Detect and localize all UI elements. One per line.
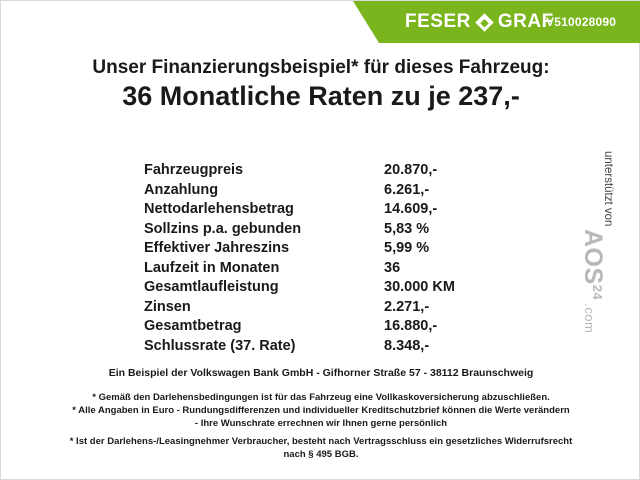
- page-subtitle: Unser Finanzierungsbeispiel* für dieses Fahrzeug:: [92, 57, 550, 78]
- supported-by-label: unterstützt von: [602, 151, 614, 227]
- row-value: 8.348,-: [384, 337, 430, 354]
- partner-logo-superscript: 24: [590, 284, 605, 301]
- footnotes: [1, 391, 640, 461]
- table-row: [144, 181, 504, 201]
- table-row: [144, 337, 504, 357]
- table-row: [144, 161, 504, 181]
- row-value: 30.000 KM: [384, 279, 455, 295]
- footnote-3-line-2: nach § 495 BGB.: [283, 449, 359, 460]
- row-value: 6.261,-: [384, 181, 430, 198]
- row-value: 14.609,-: [384, 201, 438, 217]
- row-value: 2.271,-: [384, 298, 430, 315]
- footnote-2-line-2: - Ihre Wunschrate errechnen wir Ihnen gerne persönlich: [194, 418, 448, 429]
- table-row: [144, 317, 504, 337]
- table-row: [144, 239, 504, 259]
- partner-logo-text: AOS: [579, 229, 607, 285]
- row-label: Laufzeit in Monaten: [144, 259, 280, 276]
- row-label: Fahrzeugpreis: [144, 162, 244, 178]
- row-label: Nettodarlehensbetrag: [144, 201, 294, 217]
- finance-table: [144, 161, 504, 356]
- brand-name-right: GRAF: [497, 11, 554, 32]
- table-row: [144, 220, 504, 240]
- row-value: 36: [384, 259, 401, 276]
- table-row: [144, 200, 504, 220]
- row-label: Zinsen: [144, 298, 191, 315]
- footnote-1: * Gemäß den Darlehensbedingungen ist für das Fahrzeug eine Vollkaskoversicherung abzuschließen.: [92, 392, 550, 403]
- row-label: Gesamtlaufleistung: [144, 279, 279, 295]
- row-value: 20.870,-: [384, 162, 438, 178]
- table-row: [144, 259, 504, 279]
- table-row: [144, 298, 504, 318]
- row-label: Schlussrate (37. Rate): [144, 337, 296, 354]
- vehicle-id-number: V510028090: [546, 15, 617, 29]
- partner-logo: [578, 229, 607, 333]
- footnote-3-line-1: * Ist der Darlehens-/Leasingnehmer Verbraucher, besteht nach Vertragsschluss ein gesetzliches Widerrufsrecht: [69, 436, 573, 447]
- header-bar: [1, 1, 640, 43]
- table-row: [144, 278, 504, 298]
- footnote-2-line-1: * Alle Angaben in Euro - Rundungsdifferenzen und individueller Kreditschutzbrief können die Werte verändern: [72, 405, 570, 416]
- page-title: 36 Monatliche Raten zu je 237,-: [122, 81, 520, 111]
- row-value: 16.880,-: [384, 318, 438, 334]
- partner-logo-domain: .com: [582, 303, 597, 334]
- brand-name-left: FESER: [405, 11, 471, 32]
- row-value: 5,99 %: [384, 240, 430, 256]
- dealer-logo: [405, 11, 554, 33]
- row-value: 5,83 %: [384, 220, 430, 237]
- row-label: Effektiver Jahreszins: [144, 240, 290, 256]
- diamond-icon: [475, 13, 493, 31]
- bank-disclaimer: Ein Beispiel der Volkswagen Bank GmbH - Gifhorner Straße 57 - 38112 Braunschweig: [108, 367, 534, 379]
- row-label: Gesamtbetrag: [144, 318, 242, 334]
- row-label: Sollzins p.a. gebunden: [144, 220, 302, 237]
- row-label: Anzahlung: [144, 181, 219, 198]
